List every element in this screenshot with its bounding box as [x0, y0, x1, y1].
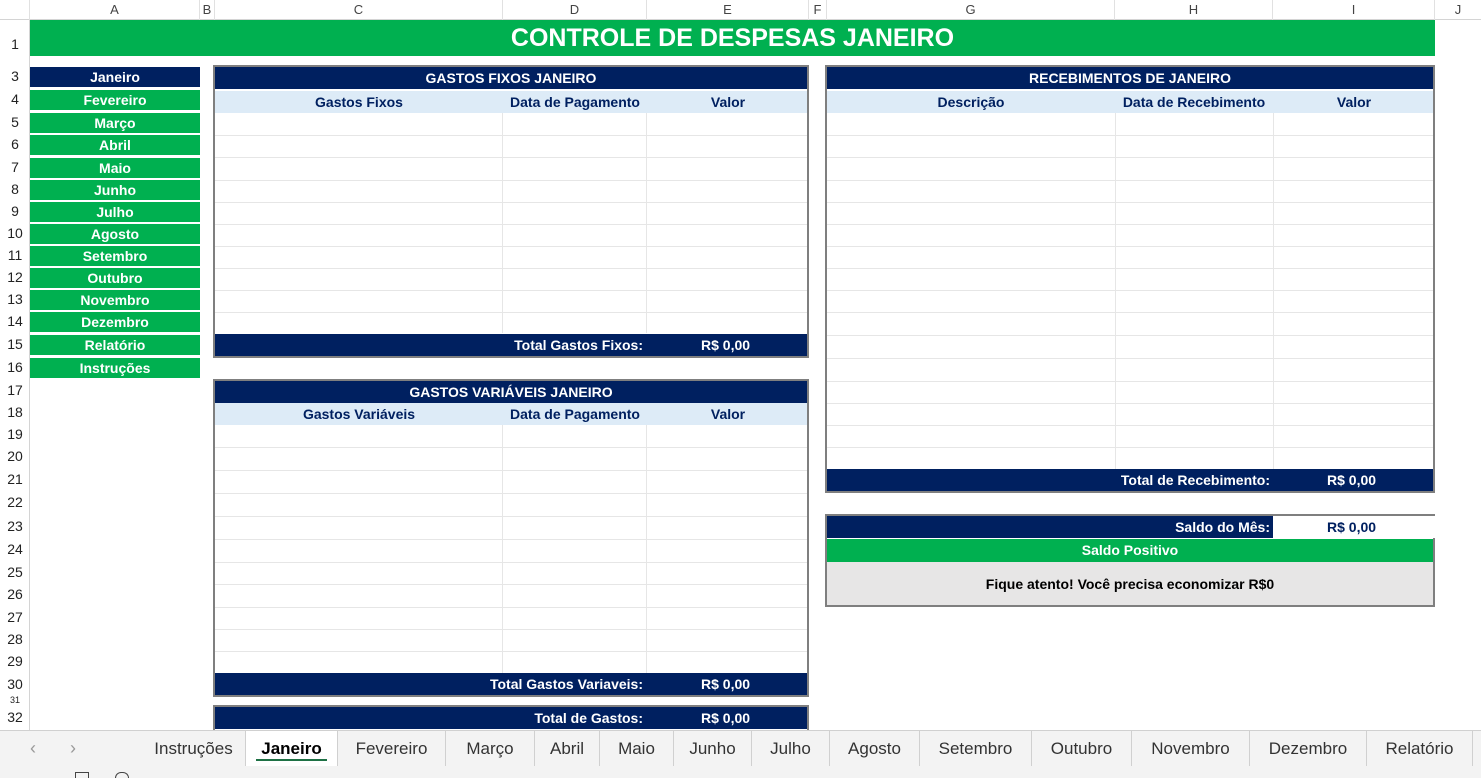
active-tab-underline [256, 759, 327, 761]
grid-line [646, 113, 647, 333]
grid-line [827, 290, 1433, 291]
grid-line [215, 584, 807, 585]
column-label-data-pagamento: Data de Pagamento [510, 94, 640, 110]
next-sheet-arrow-icon[interactable]: › [70, 738, 76, 758]
grid-line [827, 135, 1433, 136]
total-recebimento-label: Total de Recebimento: [1120, 472, 1270, 488]
nav-item-dezembro[interactable]: Dezembro [30, 312, 200, 333]
tab-fevereiro[interactable]: Fevereiro [338, 731, 446, 767]
column-label-descricao: Descrição [937, 94, 1005, 110]
total-gastos-bar [215, 707, 807, 729]
row-header-29[interactable]: 29 [7, 653, 23, 669]
row-header-20[interactable]: 20 [7, 448, 23, 464]
column-header-d[interactable]: D [503, 0, 647, 20]
nav-item-setembro[interactable]: Setembro [30, 246, 200, 267]
tab-relatorio[interactable]: Relatório [1367, 731, 1473, 767]
grid-line [827, 224, 1433, 225]
tab-maio[interactable]: Maio [600, 731, 674, 767]
gastos-variaveis-total-bar [215, 673, 807, 695]
nav-item-agosto[interactable]: Agosto [30, 224, 200, 245]
row-header-31[interactable]: 31 [9, 695, 20, 705]
total-gastos-fixos-value[interactable]: R$ 0,00 [701, 337, 751, 353]
column-header-j[interactable]: J [1454, 2, 1462, 17]
grid-line [827, 180, 1433, 181]
gastos-variaveis-column-headers [215, 403, 807, 425]
column-header-e[interactable]: E [647, 0, 809, 20]
nav-item-marco[interactable]: Março [30, 113, 200, 134]
grid-line [827, 246, 1433, 247]
nav-item-fevereiro[interactable]: Fevereiro [30, 90, 200, 111]
row-header-18[interactable]: 18 [7, 404, 23, 420]
total-gastos-variaveis-label: Total Gastos Variaveis: [489, 676, 643, 692]
grid-line [215, 470, 807, 471]
tab-novembro[interactable]: Novembro [1132, 731, 1250, 767]
row-header-23[interactable]: 23 [7, 518, 23, 534]
grid-line [215, 202, 807, 203]
row-header-27[interactable]: 27 [7, 609, 23, 625]
tab-instrucoes[interactable]: Instruções [142, 731, 246, 767]
total-recebimento-value[interactable]: R$ 0,00 [1327, 472, 1377, 488]
gastos-fixos-total-bar [215, 334, 807, 356]
grid-line [1273, 113, 1274, 469]
grid-line [215, 290, 807, 291]
tab-setembro[interactable]: Setembro [920, 731, 1032, 767]
grid-line [215, 629, 807, 630]
row-header-32[interactable]: 32 [7, 709, 23, 725]
row-header-11[interactable]: 11 [7, 247, 23, 263]
row-header-4[interactable]: 4 [11, 91, 19, 107]
row-header-26[interactable]: 26 [7, 586, 23, 602]
grid-line [215, 157, 807, 158]
grid-line [215, 562, 807, 563]
saldo-value[interactable]: R$ 0,00 [1273, 516, 1435, 538]
saldo-status-badge: Saldo Positivo [827, 539, 1433, 562]
tab-abril[interactable]: Abril [535, 731, 600, 767]
saldo-message: Fique atento! Você precisa economizar R$0 [827, 562, 1433, 605]
grid-line [215, 312, 807, 313]
grid-line [646, 425, 647, 673]
row-header-25[interactable]: 25 [7, 564, 23, 580]
column-header-g[interactable]: G [827, 0, 1115, 20]
tab-julho[interactable]: Julho [752, 731, 830, 767]
grid-line [1115, 113, 1116, 469]
row-header-21[interactable]: 21 [7, 471, 23, 487]
total-gastos-variaveis-value[interactable]: R$ 0,00 [701, 676, 751, 692]
column-header-h[interactable]: H [1115, 0, 1273, 20]
grid-line [215, 180, 807, 181]
page-title: CONTROLE DE DESPESAS JANEIRO [30, 20, 1435, 56]
grid-line [215, 246, 807, 247]
grid-line [215, 268, 807, 269]
column-header-i[interactable]: I [1273, 0, 1435, 20]
tab-marco[interactable]: Março [446, 731, 535, 767]
tab-outubro[interactable]: Outubro [1032, 731, 1132, 767]
row-header-15[interactable]: 15 [7, 336, 23, 352]
saldo-box [825, 514, 1435, 607]
grid-line [215, 516, 807, 517]
gastos-fixos-table [213, 65, 809, 358]
grid-line [827, 335, 1433, 336]
gastos-variaveis-table [213, 379, 809, 697]
row-header-9[interactable]: 9 [11, 203, 19, 219]
tab-dezembro[interactable]: Dezembro [1250, 731, 1367, 767]
sheet-tabs-bar [0, 730, 1481, 766]
grid-line [827, 447, 1433, 448]
column-label-valor: Valor [710, 406, 746, 422]
row-header-12[interactable]: 12 [7, 269, 23, 285]
tab-janeiro[interactable] [246, 731, 338, 767]
tab-junho[interactable]: Junho [674, 731, 752, 767]
grid-line [827, 202, 1433, 203]
gastos-fixos-column-headers [215, 91, 807, 113]
saldo-label: Saldo do Mês: [1175, 519, 1270, 535]
prev-sheet-arrow-icon[interactable]: ‹ [30, 738, 36, 758]
grid-line [215, 539, 807, 540]
grid-line [215, 224, 807, 225]
grid-line [827, 358, 1433, 359]
nav-item-janeiro[interactable]: Janeiro [30, 67, 200, 88]
row-header-8[interactable]: 8 [11, 181, 19, 197]
column-label-valor: Valor [710, 94, 746, 110]
column-label-data-pagamento: Data de Pagamento [510, 406, 640, 422]
column-label-valor: Valor [1336, 94, 1372, 110]
grid-line [502, 113, 503, 333]
total-gastos-box [213, 705, 809, 730]
row-header-1[interactable]: 1 [11, 36, 19, 52]
row-header-22[interactable]: 22 [7, 494, 23, 510]
select-all-corner[interactable] [0, 0, 30, 20]
sheet-view-icon[interactable] [75, 772, 89, 778]
row-header-19[interactable]: 19 [7, 426, 23, 442]
total-gastos-value[interactable]: R$ 0,00 [701, 710, 751, 726]
nav-item-julho[interactable]: Julho [30, 202, 200, 223]
grid-line [215, 493, 807, 494]
total-gastos-label: Total de Gastos: [534, 710, 643, 726]
nav-item-outubro[interactable]: Outubro [30, 268, 200, 289]
row-header-5[interactable]: 5 [11, 114, 19, 130]
nav-item-junho[interactable]: Junho [30, 180, 200, 201]
column-label-gastos-fixos: Gastos Fixos [315, 94, 403, 110]
row-header-14[interactable]: 14 [7, 313, 23, 329]
grid-line [827, 157, 1433, 158]
row-header-3[interactable]: 3 [11, 68, 19, 84]
recebimentos-total-bar [827, 469, 1433, 491]
nav-item-novembro[interactable]: Novembro [30, 290, 200, 311]
grid-line [215, 607, 807, 608]
row-header-30[interactable]: 30 [7, 676, 23, 692]
column-header-b[interactable]: B [200, 0, 215, 20]
grid-line [215, 651, 807, 652]
column-header-c[interactable]: C [215, 0, 503, 20]
tab-janeiro-label: Janeiro [261, 739, 322, 758]
row-header-10[interactable]: 10 [7, 225, 23, 241]
grid-line [827, 403, 1433, 404]
grid-line [215, 447, 807, 448]
nav-item-abril[interactable]: Abril [30, 135, 200, 156]
column-header-bar [0, 0, 1481, 20]
row-header-13[interactable]: 13 [7, 291, 23, 307]
tab-agosto[interactable]: Agosto [830, 731, 920, 767]
gastos-fixos-header: GASTOS FIXOS JANEIRO [215, 67, 807, 89]
recebimentos-table [825, 65, 1435, 493]
grid-line [827, 312, 1433, 313]
row-header-7[interactable]: 7 [11, 159, 19, 175]
row-header-17[interactable]: 17 [7, 382, 23, 398]
status-bar [0, 766, 1481, 778]
row-header-28[interactable]: 28 [7, 631, 23, 647]
gastos-variaveis-header: GASTOS VARIÁVEIS JANEIRO [215, 381, 807, 403]
total-gastos-fixos-label: Total Gastos Fixos: [514, 337, 643, 353]
column-label-gastos-variaveis: Gastos Variáveis [302, 406, 416, 422]
grid-line [215, 135, 807, 136]
nav-item-relatorio[interactable]: Relatório [30, 335, 200, 356]
row-header-bar [0, 20, 30, 730]
column-header-a[interactable]: A [30, 0, 200, 20]
nav-item-instrucoes[interactable]: Instruções [30, 358, 200, 379]
accessibility-icon[interactable] [115, 772, 129, 778]
column-label-data-recebimento: Data de Recebimento [1122, 94, 1266, 110]
grid-line [827, 268, 1433, 269]
recebimentos-header: RECEBIMENTOS DE JANEIRO [827, 67, 1433, 89]
row-header-24[interactable]: 24 [7, 541, 23, 557]
grid-line [827, 425, 1433, 426]
column-header-f[interactable]: F [809, 0, 827, 20]
row-header-6[interactable]: 6 [11, 136, 19, 152]
row-header-16[interactable]: 16 [7, 359, 23, 375]
grid-line [827, 381, 1433, 382]
nav-item-maio[interactable]: Maio [30, 158, 200, 179]
recebimentos-column-headers [827, 91, 1433, 113]
grid-line [502, 425, 503, 673]
